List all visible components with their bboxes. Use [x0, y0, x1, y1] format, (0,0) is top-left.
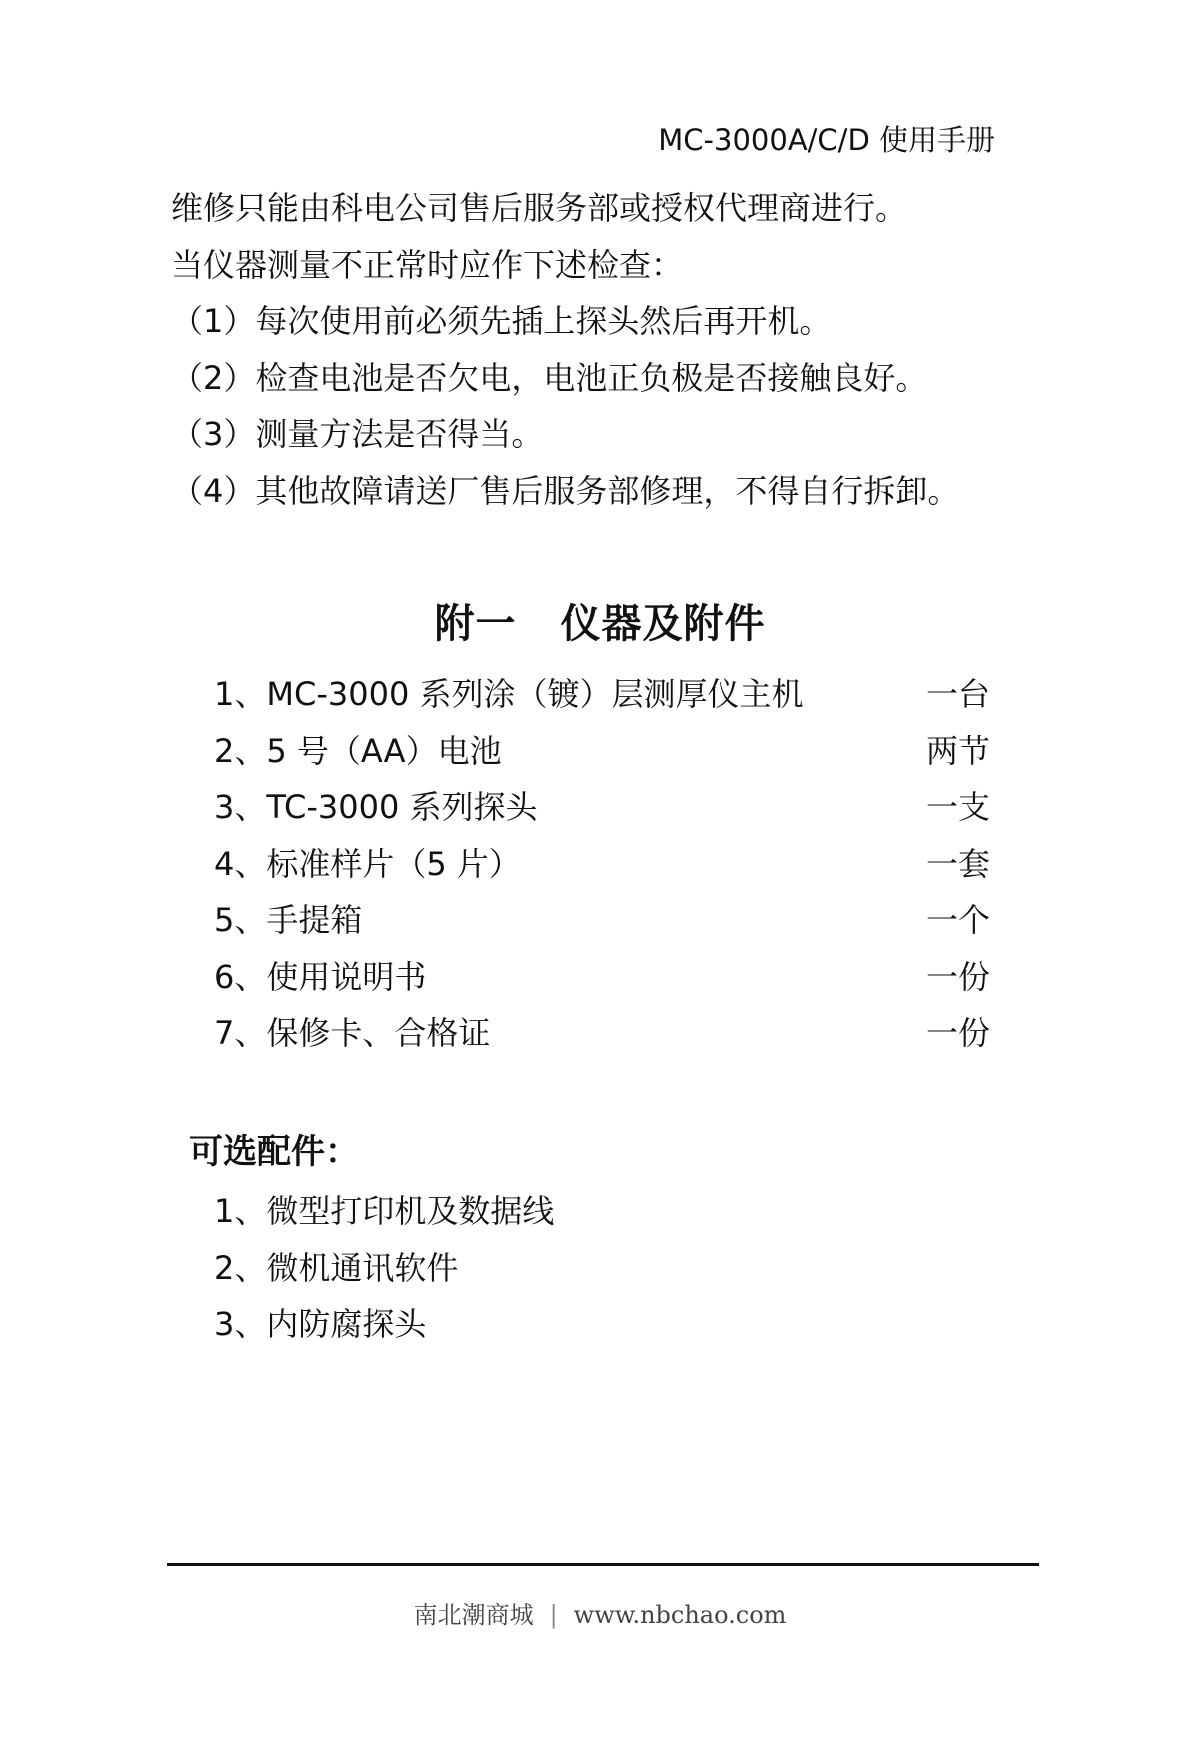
list-item: [214, 892, 990, 949]
optional-accessories-heading: 可选配件：: [189, 1132, 359, 1172]
accessory-quantity: 一套: [925, 844, 990, 883]
accessory-quantity: 一个: [925, 901, 990, 939]
footer-url[interactable]: www.nbchao.com: [573, 1601, 787, 1629]
list-item: 3、内防腐探头: [214, 1305, 427, 1343]
body-line: 当仪器测量不正常时应作下述检查：: [171, 245, 684, 284]
list-item: [214, 949, 990, 1006]
accessory-name: 3、TC-3000 系列探头: [214, 788, 538, 826]
body-line: （2）检查电池是否欠电，电池正负极是否接触良好。: [171, 358, 928, 397]
accessory-name: 1、MC-3000 系列涂（镀）层测厚仪主机: [214, 675, 804, 713]
list-item: [214, 723, 990, 780]
accessory-name: 4、标准样片（5 片）: [214, 844, 521, 883]
maintenance-text-block: [171, 180, 959, 519]
page-header-title: MC-3000A/C/D 使用手册: [658, 123, 995, 157]
appendix-heading-title: 仪器及附件: [560, 601, 766, 647]
list-item: [214, 836, 990, 893]
list-item: 2、微机通讯软件: [214, 1248, 459, 1287]
body-line: （4）其他故障请送厂售后服务部修理，不得自行拆卸。: [171, 471, 960, 510]
accessory-quantity: 一份: [925, 1014, 990, 1052]
accessory-quantity: 一支: [925, 788, 990, 826]
appendix-heading: [0, 592, 1200, 649]
list-item: [214, 779, 990, 836]
footer-separator: |: [549, 1601, 558, 1629]
body-line: 维修只能由科电公司售后服务部或授权代理商进行。: [171, 189, 908, 227]
footer-site-name: 南北潮商城: [413, 1601, 534, 1629]
page-footer: [0, 1595, 1200, 1630]
accessory-list: [214, 666, 990, 1062]
optional-accessory-list: [214, 1183, 554, 1353]
body-line: （1）每次使用前必须先插上探头然后再开机。: [171, 302, 832, 340]
footer-divider: [167, 1563, 1039, 1566]
accessory-quantity: 一台: [925, 675, 990, 713]
body-line: （3）测量方法是否得当。: [171, 415, 544, 453]
accessory-name: 6、使用说明书: [214, 957, 427, 996]
accessory-name: 5、手提箱: [214, 901, 363, 939]
list-item: [214, 1005, 990, 1062]
accessory-quantity: 两节: [925, 731, 990, 770]
list-item: [214, 666, 990, 723]
accessory-name: 7、保修卡、合格证: [214, 1014, 491, 1052]
accessory-name: 2、5 号（AA）电池: [214, 731, 502, 770]
accessory-quantity: 一份: [925, 957, 990, 996]
appendix-heading-number: 附一: [434, 601, 517, 647]
list-item: 1、微型打印机及数据线: [214, 1192, 555, 1230]
